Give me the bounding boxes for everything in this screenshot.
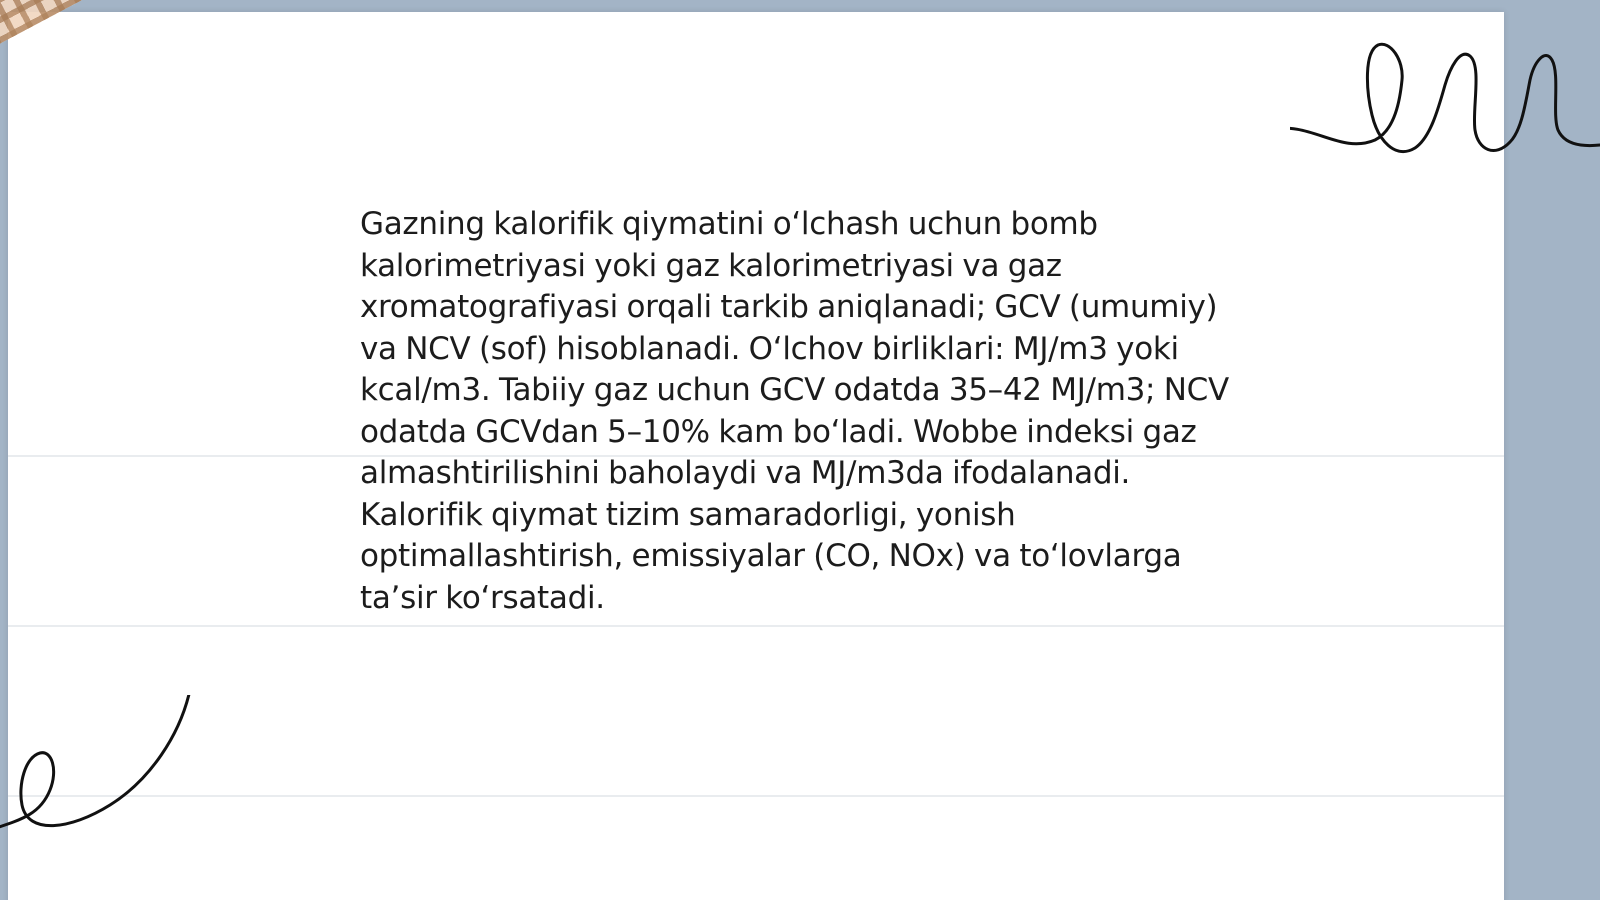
slide-body-text: Gazning kalorifik qiymatini o‘lchash uchun bomb kalorimetriyasi yoki gaz kalorimetriyasi va gaz xromatografiyasi orqali tarkib aniqlanadi; GCV (umumiy) va NCV (sof) hisoblanadi. O‘lchov birliklari: MJ/m3 yoki kcal/m3. Tabiiy gaz uchun GCV odatda 35–42 MJ/m3; NCV odatda GCVdan 5–10% kam bo‘ladi. Wobbe indeksi gaz almashtirilishini baholaydi va MJ/m3da ifodalanadi. Kalorifik qiymat tizim samaradorligi, yonish optimallashtirish, emissiyalar (CO, NOx) va to‘lovlarga ta’sir ko‘rsatadi. (360, 206, 1229, 616)
paper-rule-line (8, 625, 1504, 627)
single-loop-squiggle-icon (0, 695, 200, 855)
paper-rule-line (8, 795, 1504, 797)
triple-loop-squiggle-icon (1290, 30, 1600, 170)
